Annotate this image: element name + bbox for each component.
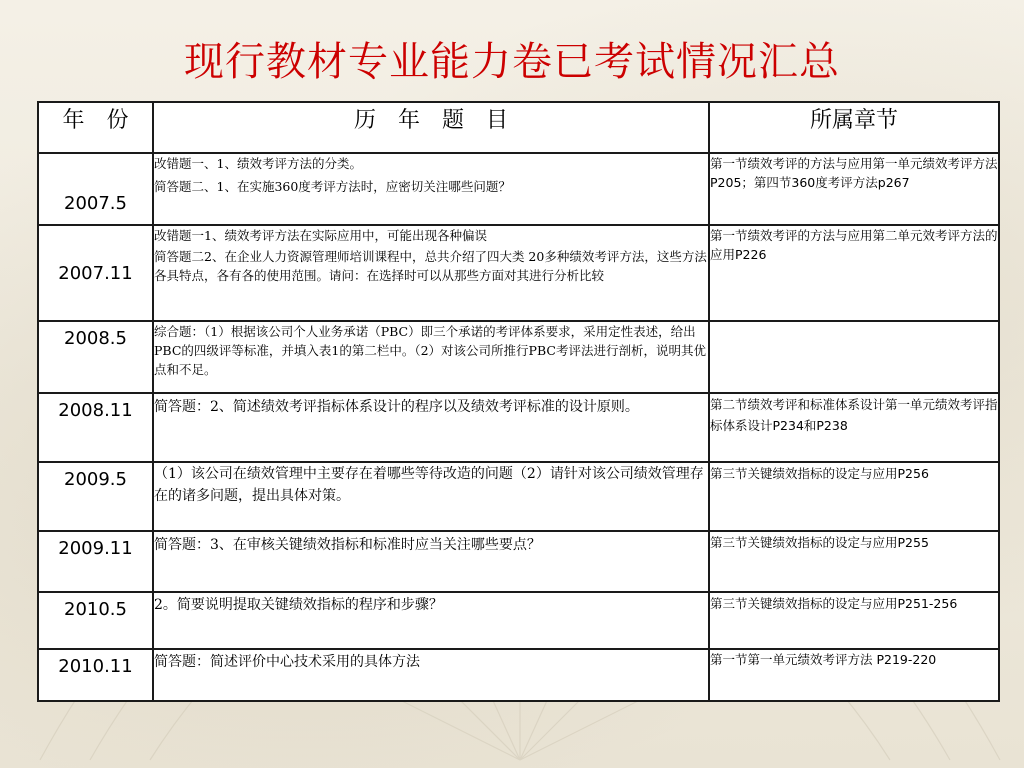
page-title: 现行教材专业能力卷已考试情况汇总 <box>184 39 840 85</box>
table-header-row <box>38 102 999 153</box>
question-cell <box>153 592 709 649</box>
question-cell <box>153 153 709 225</box>
question-line: 简答题二2、在企业人力资源管理师培训课程中，总共介绍了四大类 20多种绩效考评方法，这些方法各具特点，各有各的使用范围。请问：在选择时可以从那些方面对其进行分析比较 <box>154 249 707 283</box>
year-cell: 2008.11 <box>38 393 153 462</box>
exam-summary-table <box>37 101 1000 702</box>
table-row <box>38 531 999 592</box>
header-chapter: 所属章节 <box>709 102 999 153</box>
year-cell: 2009.5 <box>38 462 153 531</box>
table-row <box>38 592 999 649</box>
chapter-cell: 第一节绩效考评的方法与应用第一单元绩效考评方法P205；第四节360度考评方法p267 <box>709 153 999 225</box>
table-row <box>38 649 999 701</box>
table-row <box>38 462 999 531</box>
question-line: 改错题一、1、绩效考评方法的分类。 <box>154 156 362 171</box>
header-year: 年 份 <box>38 102 153 153</box>
table-row <box>38 225 999 321</box>
table-row <box>38 393 999 462</box>
question-cell <box>153 462 709 531</box>
year-cell: 2010.5 <box>38 592 153 649</box>
question-cell <box>153 649 709 701</box>
chapter-cell: 第一节第一单元绩效考评方法 P219-220 <box>709 649 999 701</box>
question-line: 综合题：（1）根据该公司个人业务承诺（PBC）即三个承诺的考评体系要求，采用定性表述，给出PBC的四级评等标准，并填入表1的第二栏中。（2）对该公司所推行PBC考评法进行剖析，说明其优点和不足。 <box>154 324 706 377</box>
header-questions: 历 年 题 目 <box>153 102 709 153</box>
chapter-cell: 第一节绩效考评的方法与应用第二单元效考评方法的应用P226 <box>709 225 999 321</box>
chapter-cell: 第三节关键绩效指标的设定与应用P256 <box>709 462 999 531</box>
year-cell: 2009.11 <box>38 531 153 592</box>
question-cell <box>153 225 709 321</box>
question-line: （1）该公司在绩效管理中主要存在着哪些等待改造的问题（2）请针对该公司绩效管理存在的诸多问题，提出具体对策。 <box>154 466 704 504</box>
table-row <box>38 321 999 393</box>
question-line: 简答题二、1、在实施360度考评方法时，应密切关注哪些问题？ <box>154 179 511 194</box>
question-cell <box>153 531 709 592</box>
question-line: 简答题：3、在审核关键绩效指标和标准时应当关注哪些要点？ <box>154 537 541 553</box>
year-cell: 2008.5 <box>38 321 153 393</box>
year-cell: 2007.11 <box>38 225 153 321</box>
question-line: 改错题一1、绩效考评方法在实际应用中，可能出现各种偏误 <box>154 228 487 243</box>
question-line: 简答题：简述评价中心技术采用的具体方法 <box>154 654 420 670</box>
year-cell: 2007.5 <box>38 153 153 225</box>
chapter-cell: 第三节关键绩效指标的设定与应用P251-256 <box>709 592 999 649</box>
question-line: 2。简要说明提取关键绩效指标的程序和步骤？ <box>154 597 443 613</box>
year-cell: 2010.11 <box>38 649 153 701</box>
chapter-cell: 第二节绩效考评和标准体系设计第一单元绩效考评指标体系设计P234和P238 <box>709 393 999 462</box>
chapter-cell <box>709 321 999 393</box>
chapter-cell: 第三节关键绩效指标的设定与应用P255 <box>709 531 999 592</box>
table-row <box>38 153 999 225</box>
question-line: 简答题：2、简述绩效考评指标体系设计的程序以及绩效考评标准的设计原则。 <box>154 399 639 415</box>
question-cell <box>153 393 709 462</box>
question-cell <box>153 321 709 393</box>
